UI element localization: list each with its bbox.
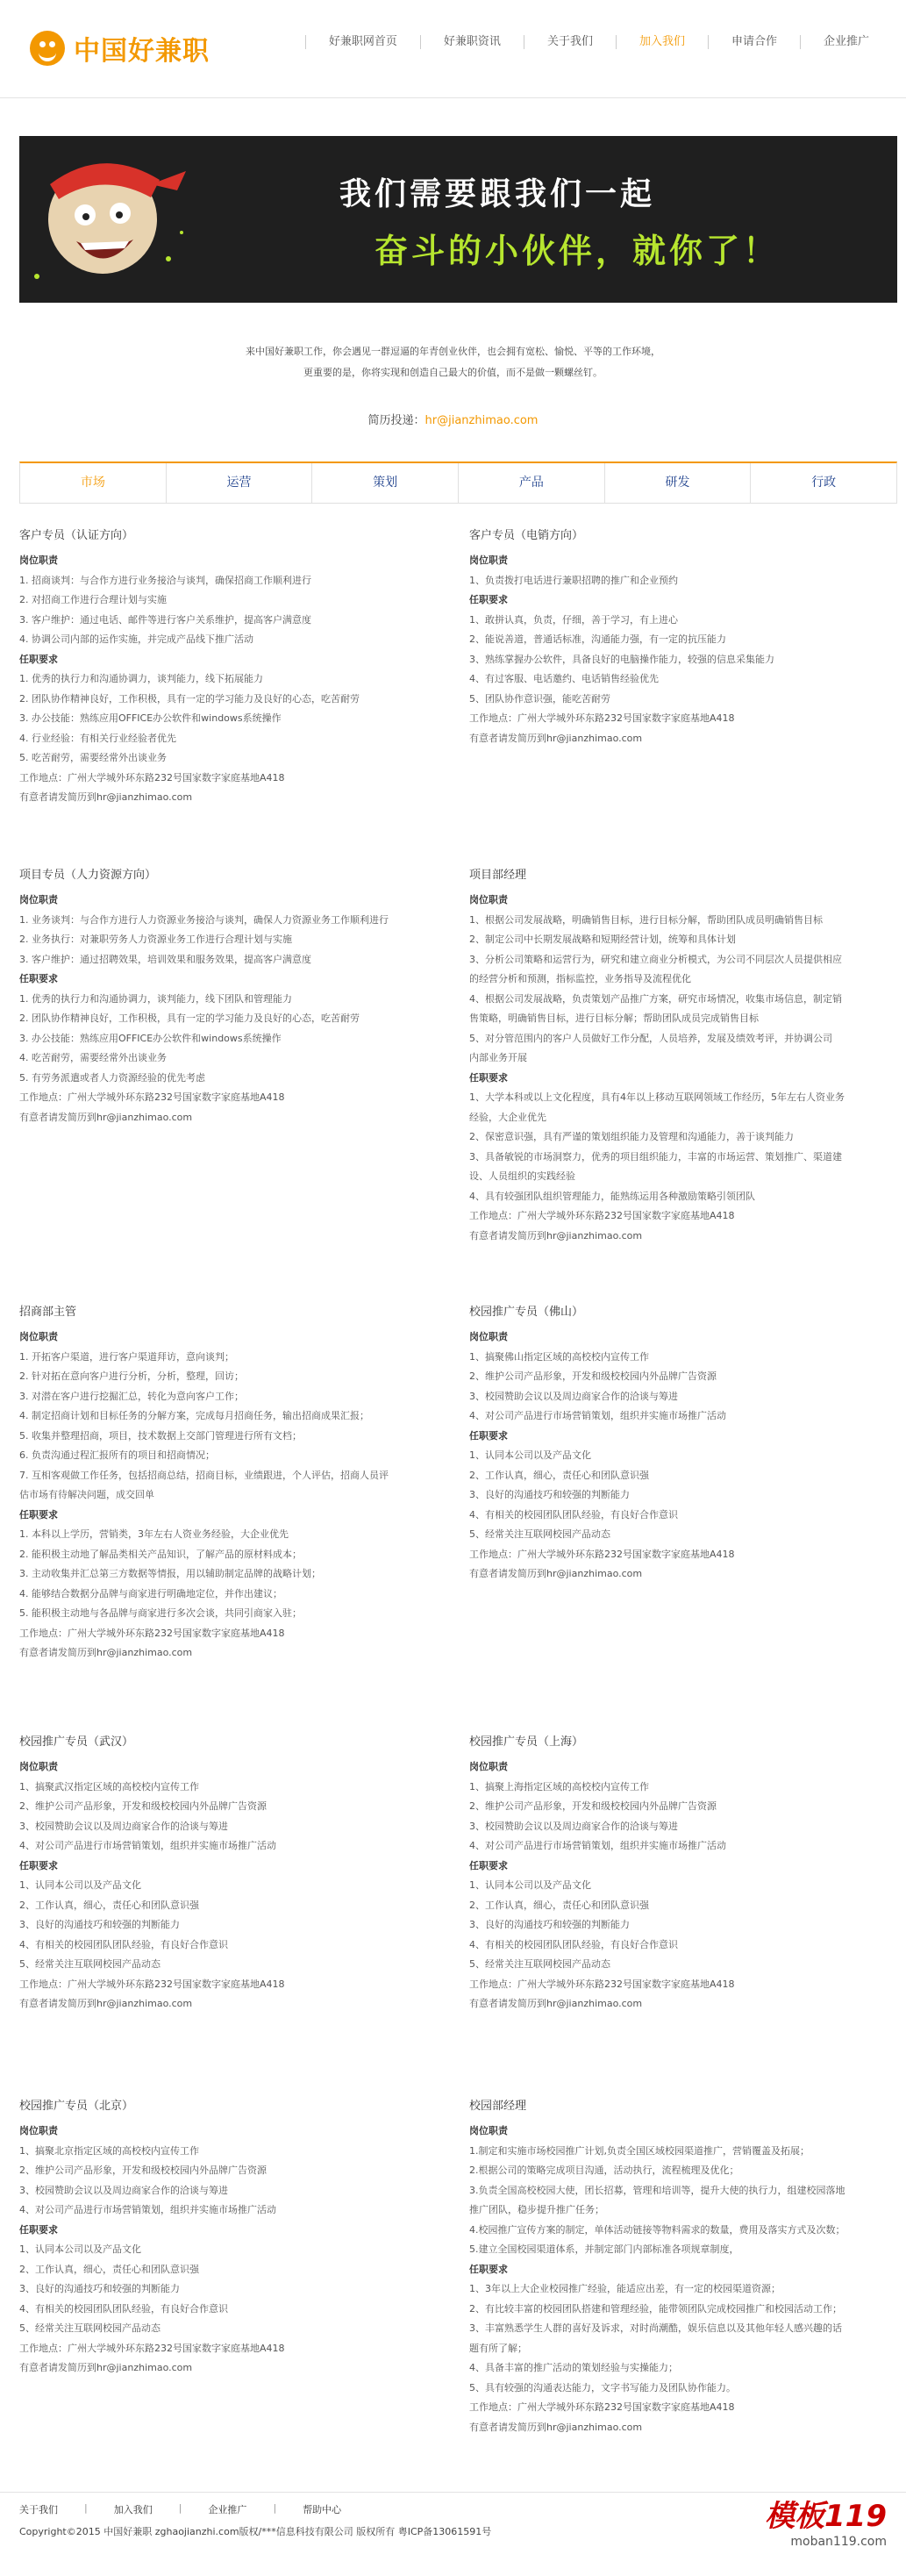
job-section-heading: 岗位职责 <box>19 1761 58 1772</box>
job-line: 工作地点：广州大学城外环东路232号国家数字家庭基地A418 <box>469 1210 735 1221</box>
job-line: 5. 吃苦耐劳，需要经常外出谈业务 <box>19 752 167 763</box>
job-section-heading: 岗位职责 <box>19 2125 58 2136</box>
job-line: 5. 能积极主动地与各品牌与商家进行多次会谈，共同引商家入驻； <box>19 1607 302 1619</box>
resume-email-link[interactable]: hr@jianzhimao.com <box>424 414 539 427</box>
tab-operations[interactable]: 运营 <box>166 463 312 503</box>
smiley-logo-icon <box>30 31 65 66</box>
watermark-logo: 模板119 <box>765 2499 887 2534</box>
banner-headline-1: 我们需要跟我们一起 <box>339 176 656 212</box>
job-line: 1.制定和实施市场校园推广计划,负责全国区域校园渠道推广，营销覆盖及拓展； <box>469 2144 810 2157</box>
job-posting <box>469 1303 890 1585</box>
job-line: 1、根据公司发展战略，明确销售目标，进行目标分解，帮助团队成员明确销售目标 <box>469 913 823 926</box>
job-section-heading: 岗位职责 <box>19 1331 58 1342</box>
job-section-heading: 任职要求 <box>469 1859 508 1871</box>
job-line: 3、校园赞助会议以及周边商家合作的洽谈与筹进 <box>469 1820 678 1832</box>
department-tabs <box>19 462 897 504</box>
job-line: 有意者请发简历到hr@jianzhimao.com <box>469 1568 643 1579</box>
job-title: 客户专员（认证方向） <box>19 529 134 542</box>
job-line: 5、经常关注互联网校园产品动态 <box>19 2322 161 2334</box>
job-line: 3. 对潜在客户进行挖掘汇总，转化为意向客户工作； <box>19 1390 244 1402</box>
job-line: 5、经常关注互联网校园产品动态 <box>19 1958 161 1970</box>
job-line: 估市场有待解决问题，成交回单 <box>19 1489 154 1500</box>
job-line: 3. 办公技能：熟练应用OFFICE办公软件和windows系统操作 <box>19 1032 282 1044</box>
job-title: 项目专员（人力资源方向） <box>19 869 157 882</box>
job-line: 3、丰富熟悉学生人群的喜好及诉求，对时尚潮酷，娱乐信息以及其他年轻人感兴趣的话 <box>469 2322 842 2334</box>
job-line: 有意者请发简历到hr@jianzhimao.com <box>19 2362 193 2373</box>
job-line: 2、有比较丰富的校园团队搭建和管理经验，能带领团队完成校园推广和校园活动工作； <box>469 2302 842 2315</box>
job-line: 4. 行业经验：有相关行业经验者优先 <box>19 732 176 744</box>
job-title: 校园推广专员（武汉） <box>19 1735 134 1749</box>
job-section-heading: 任职要求 <box>19 1859 58 1871</box>
job-line: 4、有相关的校园团队团队经验，有良好合作意识 <box>469 1938 678 1950</box>
job-posting <box>19 1733 440 2014</box>
footer-link-join[interactable]: 加入我们 <box>113 2504 153 2515</box>
job-line: 工作地点：广州大学城外环东路232号国家数字家庭基地A418 <box>469 2401 735 2413</box>
watermark <box>765 2492 887 2549</box>
job-title: 校园部经理 <box>469 2100 527 2113</box>
job-line: 工作地点：广州大学城外环东路232号国家数字家庭基地A418 <box>469 1978 735 1990</box>
job-posting <box>469 526 890 748</box>
job-title: 校园推广专员（北京） <box>19 2100 134 2113</box>
job-line: 4、根据公司发展战略，负责策划产品推广方案，研究市场情况，收集市场信息，制定销 <box>469 992 842 1005</box>
job-posting <box>469 1733 890 2014</box>
nav-cooperate[interactable]: 申请合作 <box>708 35 800 49</box>
job-line: 2. 能积极主动地了解品类相关产品知识，了解产品的原材料成本； <box>19 1548 302 1560</box>
job-line: 有意者请发简历到hr@jianzhimao.com <box>469 2421 643 2433</box>
job-line: 工作地点：广州大学城外环东路232号国家数字家庭基地A418 <box>19 1627 285 1639</box>
footer-links <box>19 2502 367 2516</box>
job-line: 4、对公司产品进行市场营销策划，组织并实施市场推广活动 <box>19 2204 276 2215</box>
copyright: Copyright©2015 中国好兼职 zghaojianzhi.com版权/***信息科技有限公司 版权所有 粤ICP备13061591号 <box>19 2526 492 2537</box>
job-line: 1、搞聚佛山指定区域的高校校内宣传工作 <box>469 1350 649 1363</box>
job-section-heading: 任职要求 <box>469 594 508 605</box>
job-line: 2.根据公司的策略完成项目沟通，活动执行，流程梳理及优化； <box>469 2165 739 2176</box>
job-line: 4. 能够结合数据分品牌与商家进行明确地定位，并作出建议； <box>19 1587 282 1599</box>
job-line: 2、能说善道，普通话标准，沟通能力强，有一定的抗压能力 <box>469 633 726 645</box>
job-line: 1、敢拼认真，负责，仔细，善于学习，有上进心 <box>469 613 678 626</box>
job-line: 6. 负责沟通过程汇报所有的项目和招商情况； <box>19 1449 215 1461</box>
job-line: 4、对公司产品进行市场营销策划，组织并实施市场推广活动 <box>19 1840 276 1851</box>
job-line: 的经营分析和预测，指标监控，业务指导及流程优化 <box>469 973 691 984</box>
cartoon-character-illustration <box>19 136 195 303</box>
job-line: 1、负责拨打电话进行兼职招聘的推广和企业预约 <box>469 574 678 586</box>
job-line: 1、搞聚武汉指定区域的高校校内宣传工作 <box>19 1780 199 1792</box>
job-line: 有意者请发简历到hr@jianzhimao.com <box>469 1229 643 1241</box>
nav-news[interactable]: 好兼职资讯 <box>420 35 524 49</box>
job-line: 有意者请发简历到hr@jianzhimao.com <box>469 732 643 744</box>
job-posting <box>469 866 890 1246</box>
job-line: 内部业务开展 <box>469 1052 527 1063</box>
job-line: 5.建立全国校园渠道体系，并制定部门内部标准各项规章制度， <box>469 2243 739 2255</box>
job-line: 5、具有较强的沟通表达能力，文字书写能力及团队协作能力。 <box>469 2381 736 2394</box>
job-line: 有意者请发简历到hr@jianzhimao.com <box>19 1998 193 2009</box>
tab-market[interactable]: 市场 <box>20 463 166 503</box>
job-line: 1. 开拓客户渠道，进行客户渠道拜访，意向谈判； <box>19 1350 234 1363</box>
job-line: 售策略，明确销售目标，进行目标分解；帮助团队成员完成销售目标 <box>469 1013 759 1024</box>
job-line: 1、认同本公司以及产品文化 <box>19 2243 141 2255</box>
job-line: 1、大学本科或以上文化程度，具有4年以上移动互联网领域工作经历，5年左右人资业务 <box>469 1091 845 1103</box>
footer-separator: | <box>178 2502 182 2514</box>
job-line: 工作地点：广州大学城外环东路232号国家数字家庭基地A418 <box>19 1091 285 1103</box>
intro-line-2: 更重要的是，你将实现和创造自己最大的价值，而不是做一颗螺丝钉。 <box>303 367 603 378</box>
job-section-heading: 岗位职责 <box>469 2125 508 2136</box>
job-line: 2. 团队协作精神良好，工作积极，具有一定的学习能力及良好的心态，吃苦耐劳 <box>19 692 360 705</box>
tab-admin[interactable]: 行政 <box>750 463 896 503</box>
job-line: 3、良好的沟通技巧和较强的判断能力 <box>19 1919 180 1930</box>
job-section-heading: 任职要求 <box>469 1071 508 1084</box>
nav-home[interactable]: 好兼职网首页 <box>305 35 420 49</box>
job-line: 推广团队，稳步提升推广任务； <box>469 2204 604 2215</box>
job-line: 3. 主动收集并汇总第三方数据等情报，用以辅助制定品牌的战略计划； <box>19 1568 321 1579</box>
job-line: 1、认同本公司以及产品文化 <box>469 1879 591 1891</box>
job-line: 5. 收集并整理招商，项目，技术数据上交部门管理进行所有文档； <box>19 1429 302 1442</box>
job-line: 4.校园推广宣传方案的制定，单体活动链接等物料需求的数量，费用及落实方式及次数； <box>469 2223 845 2236</box>
job-line: 2、工作认真，细心，责任心和团队意识强 <box>469 1899 649 1911</box>
job-line: 2. 针对拓在意向客户进行分析，分析，整理，回访； <box>19 1370 244 1382</box>
job-line: 有意者请发简历到hr@jianzhimao.com <box>19 1111 193 1123</box>
job-line: 4、有相关的校园团队团队经验，有良好合作意识 <box>469 1508 678 1521</box>
job-line: 3、具备敏锐的市场洞察力，优秀的项目组织能力，丰富的市场运营、策划推广、渠道建 <box>469 1150 842 1163</box>
job-line: 2、工作认真，细心，责任心和团队意识强 <box>19 1899 199 1911</box>
nav-promotion[interactable]: 企业推广 <box>800 35 892 49</box>
job-section-heading: 任职要求 <box>469 1429 508 1442</box>
job-line: 2、制定公司中长期发展战略和短期经营计划，统筹和具体计划 <box>469 934 736 945</box>
footer-link-promotion[interactable]: 企业推广 <box>208 2504 247 2515</box>
job-line: 2、保密意识强，具有严谨的策划组织能力及管理和沟通能力，善于谈判能力 <box>469 1131 794 1142</box>
job-line: 5、对分管范围内的客户人员做好工作分配，人员培养，发展及绩效考评，并协调公司 <box>469 1032 832 1044</box>
job-line: 4、有相关的校园团队团队经验，有良好合作意识 <box>19 1938 228 1950</box>
job-line: 1. 优秀的执行力和沟通协调力，谈判能力，线下拓展能力 <box>19 673 263 684</box>
tab-product[interactable]: 产品 <box>458 463 604 503</box>
job-line: 2、工作认真，细心，责任心和团队意识强 <box>469 1469 649 1481</box>
job-line: 1. 优秀的执行力和沟通协调力，谈判能力，线下团队和管理能力 <box>19 992 292 1005</box>
job-posting <box>19 866 440 1127</box>
job-line: 4、具备丰富的推广活动的策划经验与实操能力； <box>469 2362 678 2373</box>
job-line: 4. 协调公司内部的运作实施，并完成产品线下推广活动 <box>19 633 253 645</box>
job-line: 1、搞聚北京指定区域的高校校内宣传工作 <box>19 2144 199 2157</box>
job-line: 设、人员组织的实践经验 <box>469 1170 575 1182</box>
job-line: 1、认同本公司以及产品文化 <box>469 1449 591 1461</box>
resume-email-row <box>0 411 906 427</box>
job-line: 工作地点：广州大学城外环东路232号国家数字家庭基地A418 <box>469 712 735 724</box>
footer-separator: | <box>84 2502 88 2514</box>
job-line: 3. 客户维护：通过电话、邮件等进行客户关系维护，提高客户满意度 <box>19 613 311 626</box>
job-title: 招商部主管 <box>19 1306 77 1319</box>
job-line: 5. 有劳务派遣或者人力资源经验的优先考虑 <box>19 1071 205 1084</box>
job-line: 2. 业务执行：对兼职劳务人力资源业务工作进行合理计划与实施 <box>19 934 292 945</box>
job-title: 校园推广专员（上海） <box>469 1735 584 1749</box>
job-line: 工作地点：广州大学城外环东路232号国家数字家庭基地A418 <box>469 1548 735 1560</box>
job-line: 3、校园赞助会议以及周边商家合作的洽谈与筹进 <box>469 1390 678 1402</box>
job-line: 3. 客户维护：通过招聘效果，培训效果和服务效果，提高客户满意度 <box>19 953 311 965</box>
job-line: 3. 办公技能：熟练应用OFFICE办公软件和windows系统操作 <box>19 712 282 724</box>
job-line: 1、搞聚上海指定区域的高校校内宣传工作 <box>469 1780 649 1792</box>
job-line: 2、维护公司产品形象，开发和级校校园内外品牌广告资源 <box>469 1370 717 1382</box>
footer-link-help[interactable]: 帮助中心 <box>303 2504 342 2515</box>
job-line: 3、分析公司策略和运营行为，研究和建立商业分析模式，为公司不同层次人员提供相应 <box>469 953 842 965</box>
job-line: 4. 吃苦耐劳，需要经常外出谈业务 <box>19 1052 167 1063</box>
job-section-heading: 岗位职责 <box>19 894 58 905</box>
job-line: 1. 本科以上学历，营销类，3年左右人资业务经验，大企业优先 <box>19 1528 289 1540</box>
job-section-heading: 岗位职责 <box>469 555 508 566</box>
logo[interactable] <box>30 29 210 68</box>
job-line: 工作地点：广州大学城外环东路232号国家数字家庭基地A418 <box>19 2342 285 2354</box>
job-line: 经验，大企业优先 <box>469 1111 546 1123</box>
job-line: 5、团队协作意识强，能吃苦耐劳 <box>469 692 610 705</box>
job-line: 4、有相关的校园团队团队经验，有良好合作意识 <box>19 2302 228 2315</box>
job-line: 5、经常关注互联网校园产品动态 <box>469 1528 610 1540</box>
logo-text: 中国好兼职 <box>74 36 210 67</box>
job-section-heading: 任职要求 <box>19 973 58 984</box>
job-posting <box>19 526 440 808</box>
job-posting <box>19 1303 440 1664</box>
job-title: 项目部经理 <box>469 869 527 882</box>
job-line: 1、认同本公司以及产品文化 <box>19 1879 141 1891</box>
job-line: 题有所了解； <box>469 2342 527 2354</box>
job-line: 3、校园赞助会议以及周边商家合作的洽谈与筹进 <box>19 2184 228 2196</box>
job-posting <box>469 2097 890 2437</box>
job-section-heading: 任职要求 <box>19 1508 58 1521</box>
job-title: 校园推广专员（佛山） <box>469 1306 584 1319</box>
job-section-heading: 任职要求 <box>469 2263 508 2275</box>
nav-join[interactable]: 加入我们 <box>616 35 708 49</box>
job-line: 3、校园赞助会议以及周边商家合作的洽谈与筹进 <box>19 1820 228 1832</box>
tab-planning[interactable]: 策划 <box>311 463 458 503</box>
job-line: 2. 团队协作精神良好，工作积极，具有一定的学习能力及良好的心态，吃苦耐劳 <box>19 1013 360 1024</box>
job-line: 4、具有较强团队组织管理能力，能熟练运用各种激励策略引领团队 <box>469 1190 755 1202</box>
job-line: 有意者请发简历到hr@jianzhimao.com <box>19 791 193 803</box>
job-section-heading: 岗位职责 <box>19 555 58 566</box>
job-line: 7. 互相客观做工作任务，包括招商总结，招商目标，业绩跟进，个人评估，招商人员评 <box>19 1469 389 1481</box>
job-line: 4、有过客服、电话邀约、电话销售经验优先 <box>469 673 659 684</box>
job-title: 客户专员（电销方向） <box>469 529 584 542</box>
footer-separator: | <box>273 2502 277 2514</box>
intro-line-1: 来中国好兼职工作，你会遇见一群逗逼的年青创业伙伴，也会拥有宽松、愉悦、平等的工作环境， <box>246 346 660 357</box>
job-section-heading: 岗位职责 <box>469 1331 508 1342</box>
job-line: 4. 制定招商计划和目标任务的分解方案，完成每月招商任务，输出招商成果汇报； <box>19 1410 369 1421</box>
job-line: 有意者请发简历到hr@jianzhimao.com <box>19 1647 193 1658</box>
job-line: 工作地点：广州大学城外环东路232号国家数字家庭基地A418 <box>19 771 285 784</box>
job-section-heading: 任职要求 <box>19 2223 58 2236</box>
main-nav <box>305 35 892 49</box>
banner-headline-2: 奋斗的小伙伴，就你了！ <box>375 232 781 270</box>
job-line: 3.负责全国高校校园大使，团长招募，管理和培训等，提升大使的执行力，组建校园落地 <box>469 2184 845 2196</box>
job-line: 1. 业务谈判：与合作方进行人力资源业务接洽与谈判，确保人力资源业务工作顺利进行 <box>19 913 389 926</box>
job-section-heading: 岗位职责 <box>469 1761 508 1772</box>
job-line: 5、经常关注互联网校园产品动态 <box>469 1958 610 1970</box>
job-posting <box>19 2097 440 2379</box>
watermark-url: moban119.com <box>790 2535 887 2549</box>
job-line: 3、良好的沟通技巧和较强的判断能力 <box>469 1489 630 1500</box>
tab-rd[interactable]: 研发 <box>604 463 751 503</box>
job-line: 2. 对招商工作进行合理计划与实施 <box>19 594 167 605</box>
job-line: 1、3年以上大企业校园推广经验，能适应出差，有一定的校园渠道资源； <box>469 2283 781 2294</box>
job-line: 2、维护公司产品形象，开发和级校校园内外品牌广告资源 <box>19 2165 267 2176</box>
job-line: 4、对公司产品进行市场营销策划，组织并实施市场推广活动 <box>469 1410 726 1421</box>
footer-link-about[interactable]: 关于我们 <box>19 2504 58 2515</box>
job-line: 3、良好的沟通技巧和较强的判断能力 <box>469 1919 630 1930</box>
job-section-heading: 岗位职责 <box>469 894 508 905</box>
job-line: 3、良好的沟通技巧和较强的判断能力 <box>19 2283 180 2294</box>
job-line: 2、维护公司产品形象，开发和级校校园内外品牌广告资源 <box>19 1800 267 1812</box>
job-line: 有意者请发简历到hr@jianzhimao.com <box>469 1998 643 2009</box>
job-section-heading: 任职要求 <box>19 653 58 665</box>
job-line: 2、维护公司产品形象，开发和级校校园内外品牌广告资源 <box>469 1800 717 1812</box>
job-line: 3、熟练掌握办公软件，具备良好的电脑操作能力，较强的信息采集能力 <box>469 653 774 665</box>
job-line: 工作地点：广州大学城外环东路232号国家数字家庭基地A418 <box>19 1978 285 1990</box>
job-line: 2、工作认真，细心，责任心和团队意识强 <box>19 2263 199 2275</box>
banner <box>19 136 897 303</box>
job-line: 4、对公司产品进行市场营销策划，组织并实施市场推广活动 <box>469 1840 726 1851</box>
header-divider <box>0 97 906 98</box>
header <box>0 0 906 98</box>
nav-about[interactable]: 关于我们 <box>524 35 616 49</box>
job-line: 1. 招商谈判：与合作方进行业务接洽与谈判，确保招商工作顺利进行 <box>19 574 311 586</box>
resume-label: 简历投递： <box>367 414 425 427</box>
